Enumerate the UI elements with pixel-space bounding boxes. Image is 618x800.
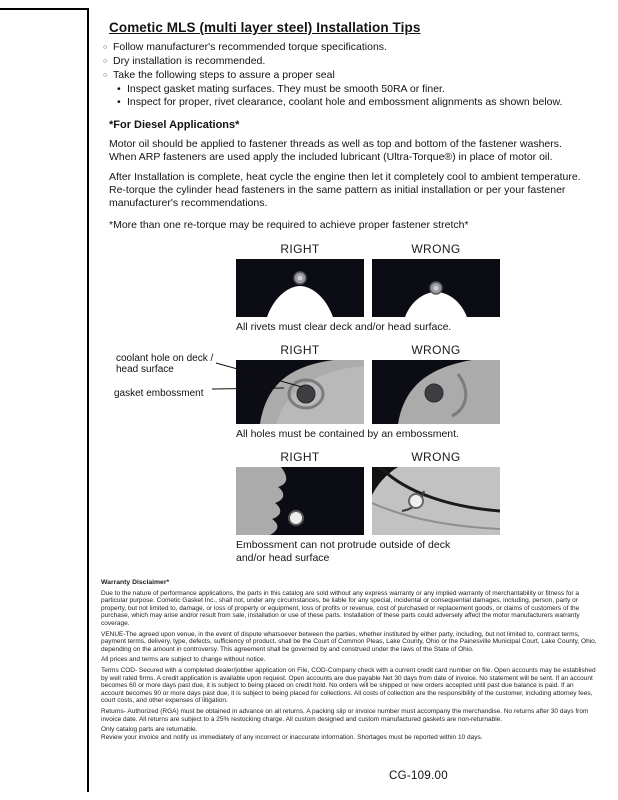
figure3-caption: Embossment can not protrude outside of deck and/or head surface <box>236 539 451 564</box>
coolant-hole <box>425 384 443 402</box>
installation-tips-list <box>103 41 601 109</box>
diesel-paragraph-2: After Installation is complete, heat cycle the engine then let it completely cool to ambient temperature. Re-torque the cylinder head fasteners in the same pattern as initial installation or per your fastener manufacturer's recommendations. <box>109 171 581 209</box>
figure1-caption: All rivets must clear deck and/or head surface. <box>236 321 452 333</box>
list-item <box>103 55 601 69</box>
sub-list-item <box>117 83 601 96</box>
dot-bullet-icon <box>117 96 127 109</box>
figure3-wrong-illustration <box>372 467 500 535</box>
disclaimer-paragraph: Only catalog parts are returnable. <box>101 726 198 734</box>
disclaimer-heading: Warranty Disclaimer* <box>101 579 170 586</box>
list-item <box>103 41 601 55</box>
sub-list-item-text: Inspect gasket mating surfaces. They must be smooth 50RA or finer. <box>127 83 445 95</box>
circle-bullet-icon <box>103 41 113 55</box>
figure3-headers <box>236 450 500 464</box>
warranty-disclaimer-section <box>101 579 598 741</box>
disclaimer-paragraph: Review your invoice and notify us immediately of any incorrect or inaccurate information. Shortages must be reported within 10 days. <box>101 733 483 741</box>
list-item <box>103 69 601 83</box>
figure1-right-illustration <box>236 259 364 317</box>
page-edge-left-line <box>87 8 89 792</box>
dot-bullet-icon <box>117 83 127 96</box>
list-item-text: Follow manufacturer's recommended torque specifications. <box>113 41 387 53</box>
circle-bullet-icon <box>103 69 113 83</box>
figure1-panels <box>236 259 500 317</box>
sub-list-item-text: Inspect for proper, rivet clearance, coolant hole and embossment alignments as shown below. <box>127 96 563 108</box>
retorque-note: *More than one re-torque may be required to achieve proper fastener stretch* <box>109 219 469 231</box>
figure1-wrong-label: WRONG <box>411 242 461 256</box>
figure2-headers <box>236 343 500 357</box>
circle-bullet-icon <box>103 55 113 69</box>
figure1-headers <box>236 242 500 256</box>
coolant-hole-callout: coolant hole on deck / head surface <box>116 353 214 375</box>
list-item-text: Take the following steps to assure a proper seal <box>113 69 335 81</box>
bolt-hole <box>409 494 423 508</box>
diesel-paragraph-1: Motor oil should be applied to fastener threads as well as top and bottom of the fastener washers. When ARP fasteners are used apply the included lubricant (Ultra-Torque®) in place of motor oil. <box>109 138 562 163</box>
diesel-applications-heading: *For Diesel Applications* <box>109 119 240 131</box>
figure1-wrong-illustration <box>372 259 500 317</box>
gasket-embossment-callout: gasket embossment <box>114 388 204 399</box>
figure2-caption: All holes must be contained by an embossment. <box>236 428 459 440</box>
page-code: CG-109.00 <box>389 770 448 782</box>
figure3-right-illustration <box>236 467 364 535</box>
content-area <box>101 20 601 744</box>
figure2-right-label: RIGHT <box>280 343 320 357</box>
list-item-text: Dry installation is recommended. <box>113 55 266 67</box>
callout-pointer-lines <box>210 357 306 403</box>
figure-section <box>114 242 500 565</box>
figure3-right-label: RIGHT <box>280 450 320 464</box>
bolt-hole <box>289 511 303 525</box>
figure-row-rivets <box>236 242 500 334</box>
disclaimer-paragraph: VENUE-The agreed upon venue, in the event of dispute whatsoever between the parties, whether instituted by either party, including, but not limited to, contract terms, payment terms, delivery, type, defects, sufficiency of product, shall be the Court of Common Pleas, Lake County, Ohio or the Painesville Municipal Court, Lake County, Ohio, depending on the amount in controversy. This agreement shall be governed by and construed under the laws of the State of Ohio. <box>101 630 597 653</box>
figure2-wrong-label: WRONG <box>411 343 461 357</box>
figure-row-embossment <box>114 343 500 441</box>
disclaimer-paragraph: Terms COD- Secured with a completed dealer/jobber application on File, COD-Company check with a current credit card number on file. Open accounts may be established by well rated firms. A credit application is available upon request. Open accounts are due payable Net 30 days from date of invoice. No statement will be sent. If an account becomes 60 or more days past due, it is subject to being placed on credit hold. No orders will be shipped or new orders accepted until past due balance is paid. If an account becomes 90 or more days past due, it is subject to being placed for collections. All costs of collection are the responsibility of the customer, including attorney fees, court costs, and other expenses of litigation. <box>101 666 596 705</box>
sub-list-item <box>117 96 601 109</box>
disclaimer-paragraph: Returns- Authorized (RGA) must be obtained in advance on all returns. A packing slip or invoice number must accompany the merchandise. No returns after 30 days from invoice date. All returns are subject to a 25% restocking charge. All custom designed and custom manufactured gaskets are non-returnable. <box>101 707 589 723</box>
figure2-wrong-illustration <box>372 360 500 424</box>
disclaimer-paragraph: All prices and terms are subject to change without notice. <box>101 656 266 664</box>
figure3-wrong-label: WRONG <box>411 450 461 464</box>
disclaimer-paragraph: Due to the nature of performance applications, the parts in this catalog are sold without any express warranty or any implied warranty of merchantability or fitness for a particular purpose. Cometic Gasket Inc., shall not, under any circumstances, be liable for any special, incidental or consequential damages, including, person, party or property, but not limited to, damage, or loss of property or equipment, loss of profits or revenue, cost of purchased or replacement goods, or claims of customers of the purchase, which may arise and/or result from sale, installation or use of these parts. Installation of these parts could adversely affect the motor manufacturers warranty coverage. <box>101 589 580 627</box>
figure1-right-label: RIGHT <box>280 242 320 256</box>
figure-row-protrusion <box>236 450 500 565</box>
figure3-panels <box>236 467 500 535</box>
page-title: Cometic MLS (multi layer steel) Installation Tips <box>109 20 421 35</box>
page-edge-top-line <box>0 8 88 10</box>
